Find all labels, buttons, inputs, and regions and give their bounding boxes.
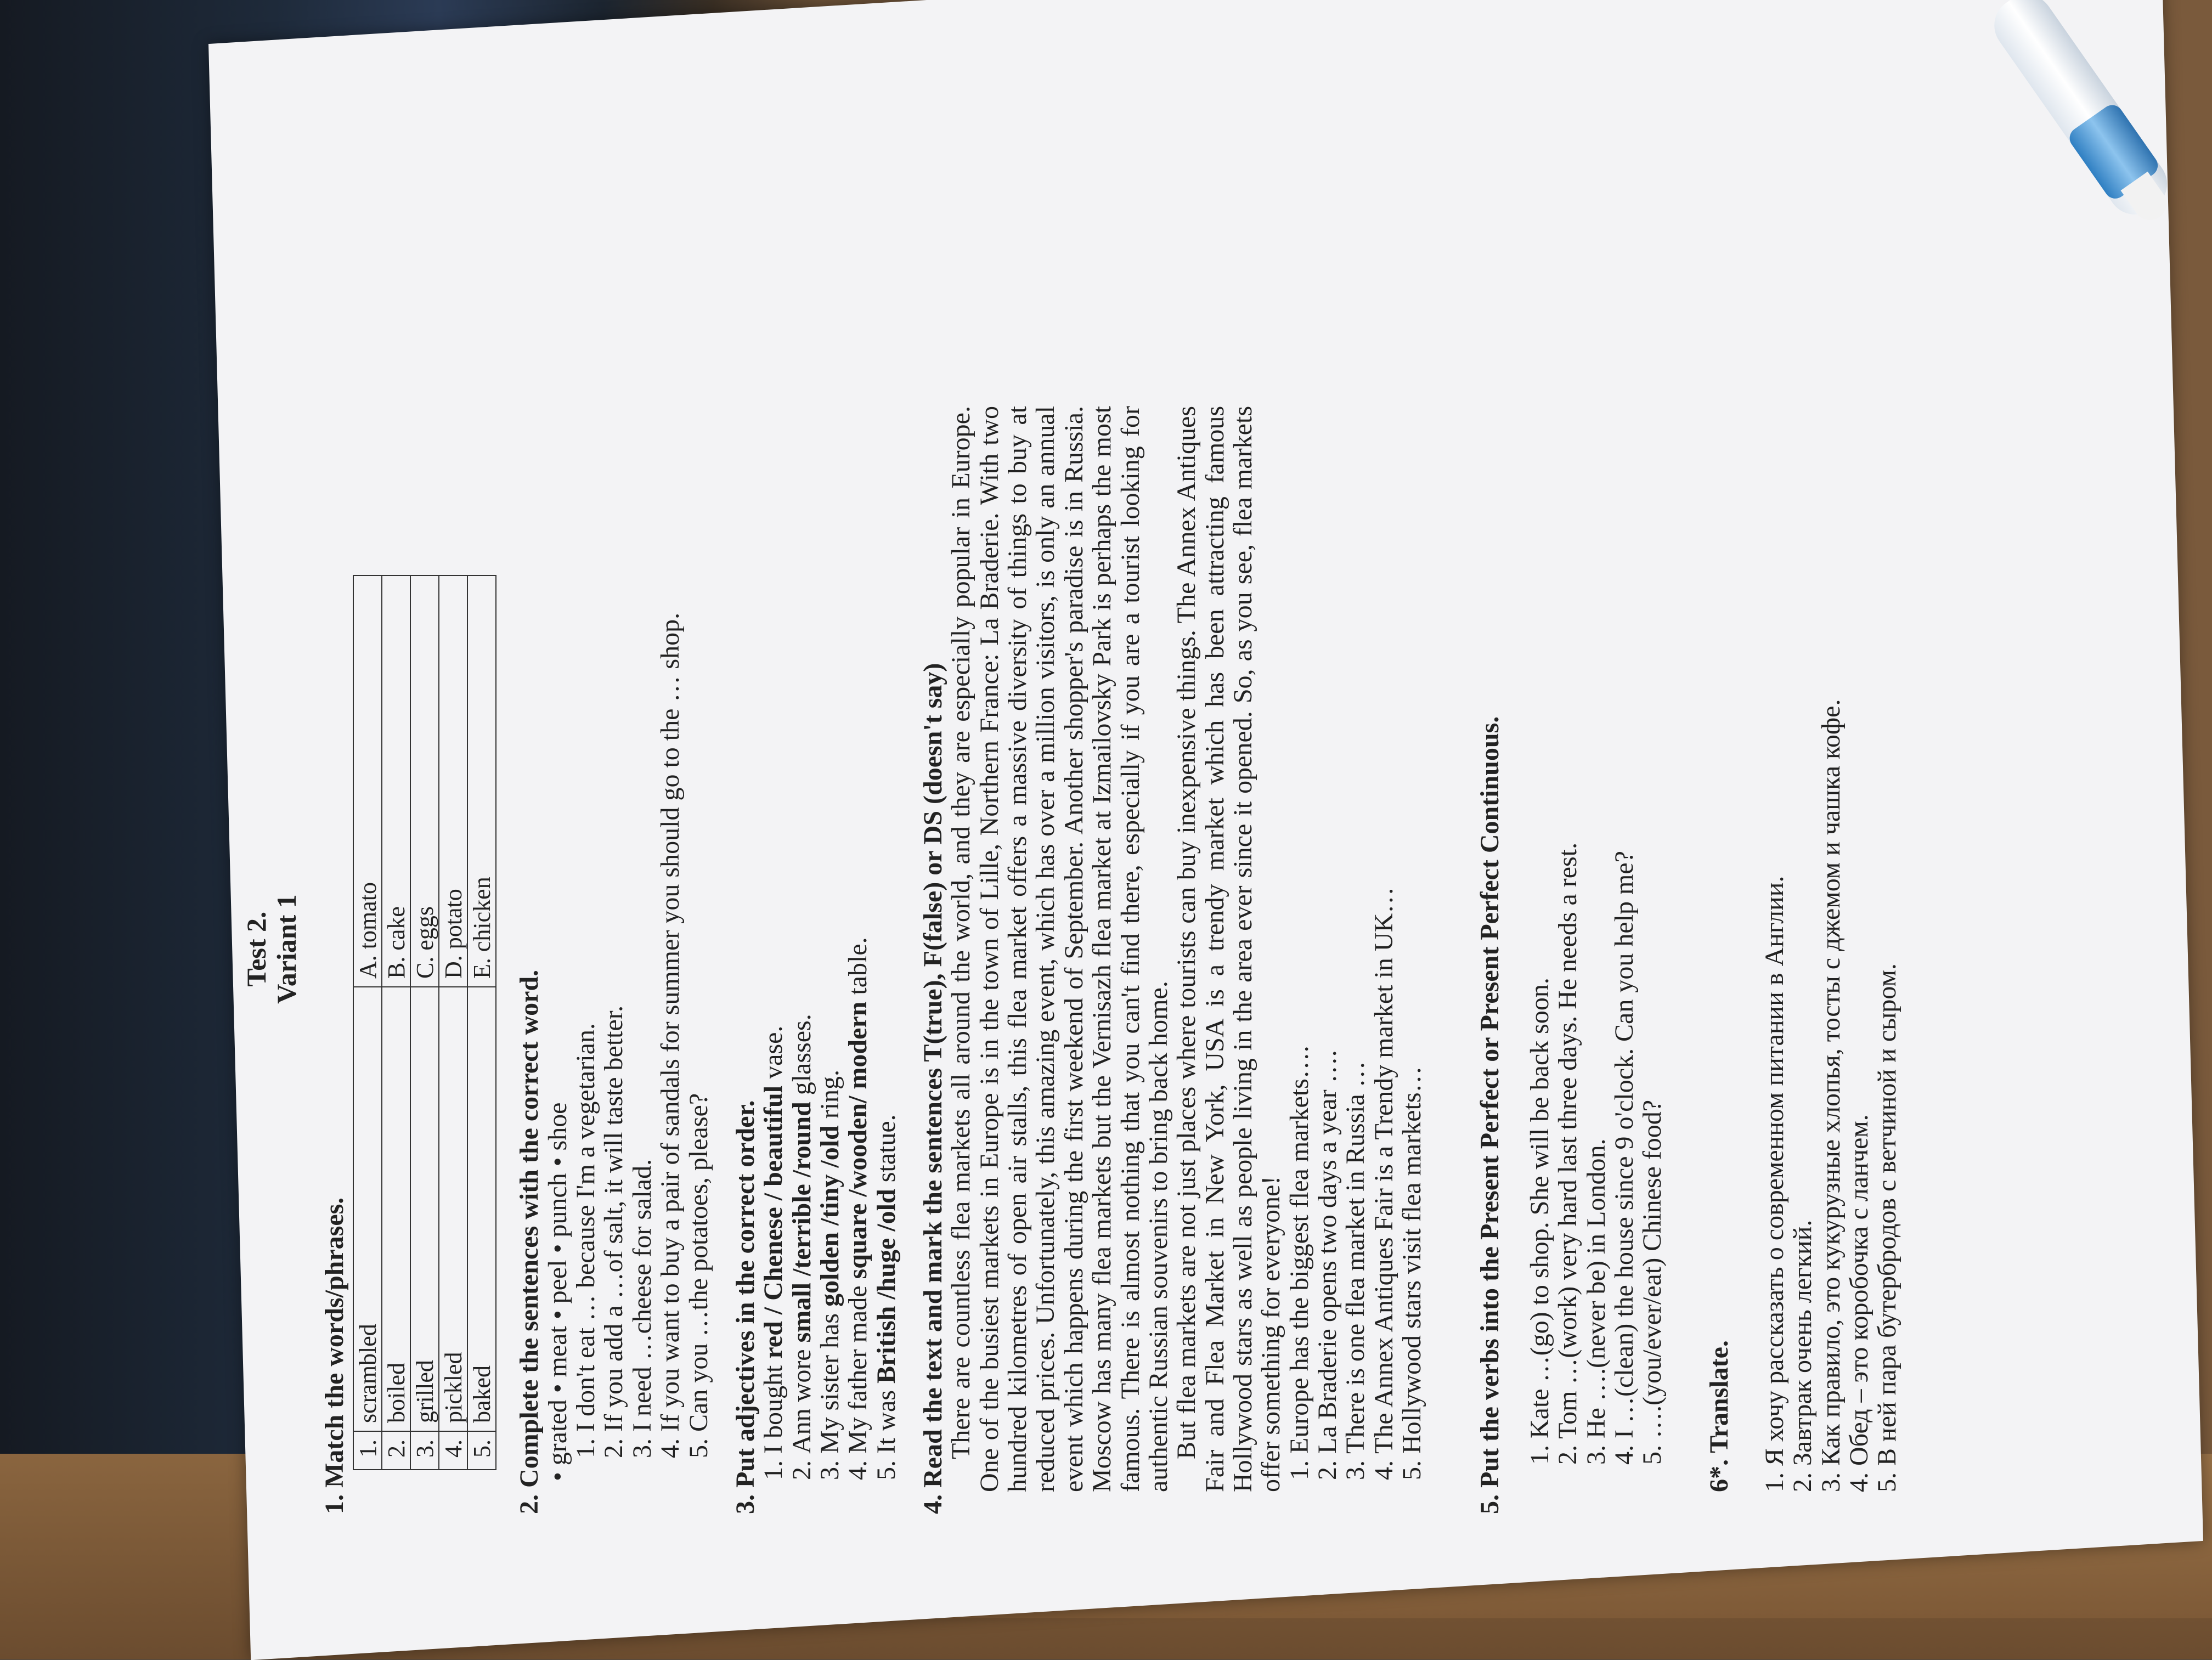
row-number: 5. <box>467 1431 496 1470</box>
list-item: 3. He ….(never be) in London. <box>1581 1138 1611 1465</box>
section-3-list <box>759 274 900 1514</box>
list-item: 1. Kate …(go) to shop. She will be back soon. <box>1525 978 1554 1465</box>
list-item: 5. В ней пара бутербродов с ветчиной и сыром. <box>1872 963 1902 1492</box>
list-item: 2. Tom …(work) very hard last three days. He needs a rest. <box>1553 842 1583 1465</box>
answer-cell: C. eggs <box>410 575 439 987</box>
list-item: 5. ….(you/ever/eat) Chinese food? <box>1638 1099 1667 1465</box>
list-item: 5. It was British /huge /old statue. <box>872 274 900 1454</box>
section-4-heading: 4. Read the text and mark the sentences T(true), F(false) or DS (doesn't say) <box>918 663 948 1514</box>
list-item: 1. I don't eat … because I'm a vegetarian. <box>572 274 600 1432</box>
word-cell: baked <box>467 987 496 1431</box>
row-number: 1. <box>353 1431 382 1470</box>
section-3-heading: 3. Put adjectives in the correct order. <box>730 1100 760 1514</box>
section-2-heading: 2. Complete the sentences with the correct word. <box>515 969 544 1514</box>
list-item: 4. If you want to buy a pair of sandals for summer you should go to the … shop. <box>656 274 684 1432</box>
section-5-heading: 5. Put the verbs into the Present Perfect or Present Perfect Continuous. <box>1475 716 1504 1514</box>
list-item: 3. My sister has golden /tiny /old ring. <box>816 274 844 1454</box>
reading-paragraph-2: But flea markets are not just places where tourists can buy inexpensive things. The Annex Antiques Fair and Flea Market in New York, USA is a trendy market which has been attracting famous Hollywood stars as well as people living in the area ever since it opened. So, as you see, flea markets offer something for everyone! <box>1172 406 1286 1492</box>
word-cell: scrambled <box>353 987 382 1431</box>
variant-label: Variant 1 <box>271 894 302 1004</box>
section-1-heading: 1. Match the words/phrases. <box>320 1197 349 1514</box>
list-item: 1. Я хочу рассказать о современном питании в Англии. <box>1760 876 1790 1492</box>
list-item: 2. Завтрак очень легкий. <box>1788 1219 1818 1492</box>
section-5-list <box>1526 274 1667 1465</box>
table-row <box>410 575 439 1470</box>
list-item: 1. I bought red / Chenese / beautiful vase. <box>759 274 787 1454</box>
list-item: 5. Can you …the potatoes, please? <box>685 274 713 1432</box>
section-2-list <box>572 274 713 1514</box>
answer-cell: D. potato <box>439 575 467 987</box>
word-cell: pickled <box>439 987 467 1431</box>
match-table <box>353 575 496 1470</box>
test-number: Test 2. <box>241 911 272 987</box>
answer-cell: A. tomato <box>353 575 382 987</box>
list-item: 2. If you add a …of salt, it will taste better. <box>600 274 628 1432</box>
word-bank-text: grated • meat • peel • punch • shoe <box>543 1102 572 1466</box>
test-document <box>241 274 2107 1514</box>
section-6-heading: 6*. Translate. <box>1704 1340 1734 1492</box>
table-row <box>439 575 467 1470</box>
list-item: 1. Europe has the biggest flea markets…. <box>1285 274 1313 1454</box>
section-4-list <box>1285 274 1426 1514</box>
word-cell: grilled <box>410 987 439 1431</box>
list-item: 2. La Braderie opens two days a year …. <box>1313 274 1341 1454</box>
list-item: 4. The Annex Antiques Fair is a Trendy market in UK… <box>1370 274 1398 1454</box>
list-item: 3. I need …cheese for salad. <box>628 274 656 1432</box>
answer-cell: B. cake <box>382 575 410 987</box>
test-title <box>241 274 302 1624</box>
table-row <box>353 575 382 1470</box>
list-item: 4. I …(clean) the house since 9 o'clock. Can you help me? <box>1609 851 1639 1465</box>
list-item: 3. There is one flea market in Russia … <box>1341 274 1369 1454</box>
reading-paragraph-1: There are countless flea markets all around the world, and they are especially popular in Europe. One of the busiest markets in Europe is in the town of Lille, Northern France: La Braderie. With two hundred kilometres of open air stalls, this flea market offers a massive diversity of things to buy at reduced prices. Unfortunately, this amazing event, which has over a million visitors, is only an annual event which happens during the first weekend of September. Another shopper's paradise is in Russia. Moscow has many flea markets but the Vernisazh flea market at Izmailovsky Park is perhaps the most famous. There is almost nothing that you can't find there, especially if you are a tourist looking for authentic Russian souvenirs to bring back home. <box>946 406 1173 1492</box>
list-item: 2. Ann wore small /terrible /round glasses. <box>788 274 816 1454</box>
list-item: 4. Обед – это коробочка с ланчем. <box>1844 1114 1874 1492</box>
word-bank: • grated • meat • peel • punch • shoe <box>543 1102 572 1481</box>
row-number: 3. <box>410 1431 439 1470</box>
list-item: 4. My father made square /wooden/ modern table. <box>844 274 872 1454</box>
row-number: 4. <box>439 1431 467 1470</box>
word-cell: boiled <box>382 987 410 1431</box>
table-row <box>382 575 410 1470</box>
list-item: 3. Как правило, это кукурузные хлопья, тосты с джемом и чашка кофе. <box>1816 699 1846 1492</box>
section-6-list <box>1760 274 1901 1492</box>
table-row <box>467 575 496 1470</box>
answer-cell: E. chicken <box>467 575 496 987</box>
list-item: 5. Hollywood stars visit flea markets… <box>1398 274 1426 1454</box>
row-number: 2. <box>382 1431 410 1470</box>
